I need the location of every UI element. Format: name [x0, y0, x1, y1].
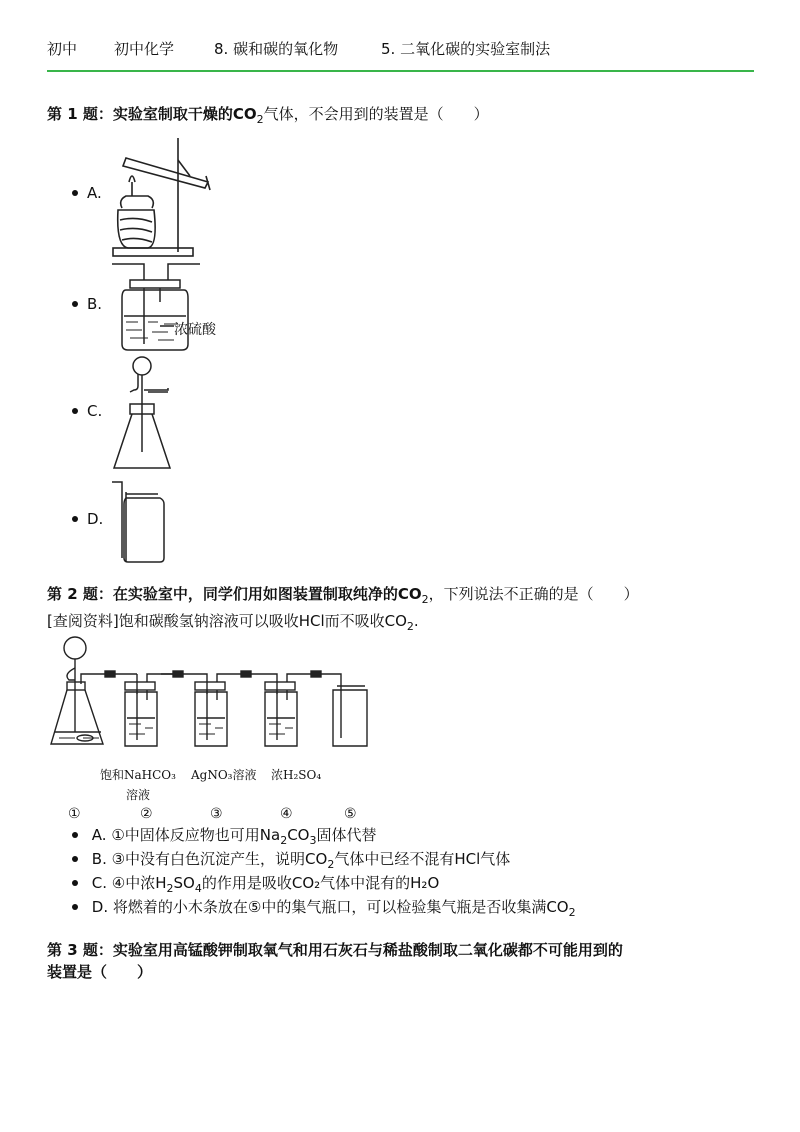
apparatus-c-conical-flask	[108, 352, 178, 476]
question-2-label: 第 2 题：	[47, 585, 113, 603]
breadcrumb-item-section[interactable]: 5. 二氧化碳的实验室制法	[381, 40, 551, 58]
stage-number-3: ③	[210, 806, 223, 822]
q2-option-a[interactable]: A. ①中固体反应物也可用$Na_2CO_3$固体代替	[72, 824, 376, 847]
stage-number-5: ⑤	[344, 806, 357, 822]
q1-option-b[interactable]: B.	[72, 295, 102, 313]
q2-option-b[interactable]: B. ③中没有白色沉淀产生，说明$CO_2$气体中已经不混有HCl气体	[72, 848, 510, 871]
q1-option-d[interactable]: D.	[72, 510, 103, 528]
apparatus-d-gas-jar	[108, 478, 178, 564]
apparatus-chain-figure	[45, 634, 385, 756]
apparatus-a-heating-setup	[108, 130, 218, 262]
caption-agno3: AgNO₃溶液	[191, 768, 257, 782]
breadcrumb-item-subject[interactable]: 初中化学	[114, 40, 175, 58]
breadcrumb-item-chapter[interactable]: 8. 碳和碳的氧化物	[214, 40, 339, 58]
question-2-title: 第 2 题：在实验室中，同学们用如图装置制取纯净的$CO_2$，下列说法不正确的是（ ）	[47, 585, 639, 606]
question-1-label: 第 1 题：	[47, 105, 113, 123]
caption-nahco3-solution: 溶液	[126, 788, 151, 802]
q1-option-c[interactable]: C.	[72, 402, 102, 420]
question-3-title-line2: 装置是（ ）	[47, 963, 153, 981]
breadcrumb-divider	[47, 70, 754, 72]
q2-option-c[interactable]: C. ④中浓$H_2SO_4$的作用是吸收CO₂气体中混有的H₂O	[72, 872, 439, 895]
question-2-note: [查阅资料]饱和碳酸氢钠溶液可以吸收HCl而不吸收$CO_2$.	[47, 612, 419, 633]
apparatus-b-label: 浓硫酸	[174, 322, 216, 338]
stage-number-1: ①	[68, 806, 81, 822]
caption-nahco3: 饱和NaHCO₃	[100, 768, 176, 782]
stage-number-4: ④	[280, 806, 293, 822]
caption-h2so4: 浓H₂SO₄	[271, 768, 322, 782]
stage-number-2: ②	[140, 806, 153, 822]
question-3-title: 第 3 题：实验室用高锰酸钾制取氧气和用石灰石与稀盐酸制取二氧化碳都不可能用到的	[47, 941, 623, 959]
breadcrumb-item-level[interactable]: 初中	[47, 40, 78, 58]
question-1-title: 第 1 题：实验室制取干燥的$CO_2$气体，不会用到的装置是（ ）	[47, 105, 489, 126]
apparatus-b-wash-bottle	[108, 260, 238, 354]
question-3-label: 第 3 题：	[47, 941, 113, 959]
q2-option-d[interactable]: D. 将燃着的小木条放在⑤中的集气瓶口，可以检验集气瓶是否收集满$CO_2$	[72, 896, 576, 919]
q1-option-a[interactable]: A.	[72, 184, 102, 202]
